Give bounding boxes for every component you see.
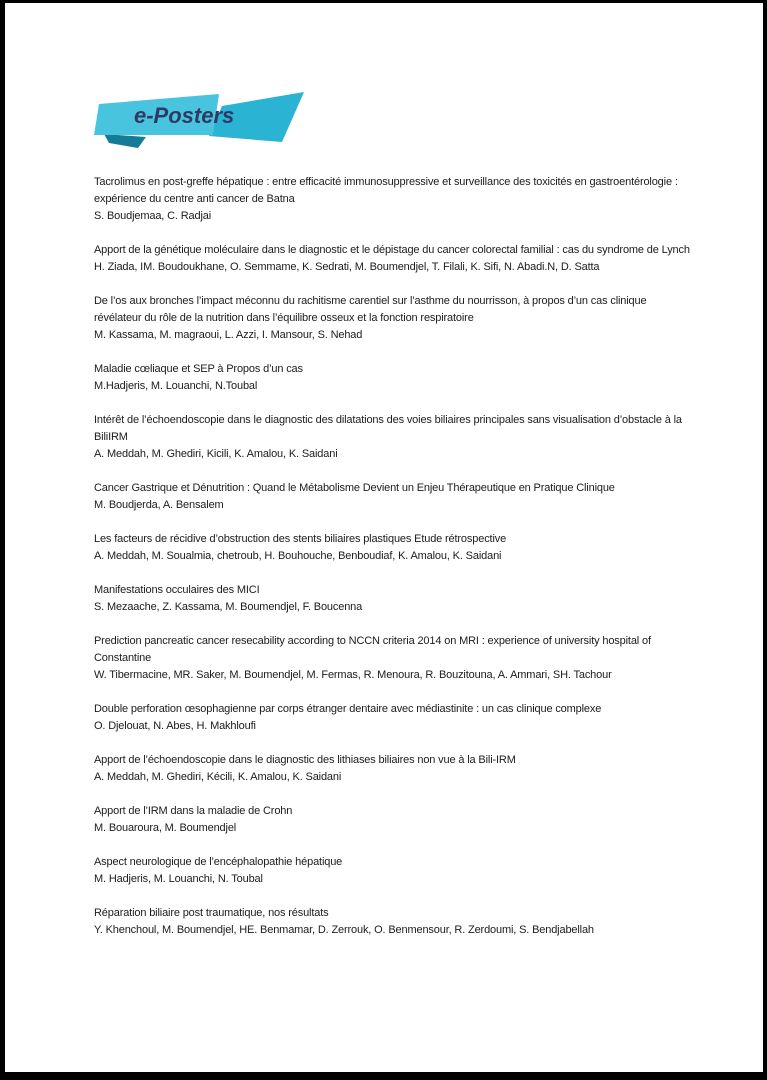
poster-authors: M. Kassama, M. magraoui, L. Azzi, I. Mansour, S. Nehad [94,329,363,341]
poster-entry [94,412,690,463]
poster-entry [94,854,690,888]
poster-title: Tacrolimus en post-greffe hépatique : entre efficacité immunosuppressive et surveillance des toxicités en gastroentérologie : expérience du centre anti cancer de Batna [94,176,678,205]
poster-title: Intérêt de l’échoendoscopie dans le diagnostic des dilatations des voies biliaires principales sans visualisation d’obstacle à la BiliIRM [94,414,682,443]
poster-entry [94,361,690,395]
poster-entry [94,905,690,939]
poster-list [94,174,690,956]
poster-title: Prediction pancreatic cancer resecability according to NCCN criteria 2014 on MRI : experience of university hospital of Constantine [94,635,651,664]
banner-title: e-Posters [134,103,235,128]
poster-authors: A. Meddah, M. Ghediri, Kicili, K. Amalou, K. Saidani [94,448,338,460]
poster-entry [94,582,690,616]
poster-title: Réparation biliaire post traumatique, nos résultats [94,907,329,919]
poster-title: De l’os aux bronches l’impact méconnu du rachitisme carentiel sur l’asthme du nourrisson, à propos d’un cas clinique révélateur du rôle de la nutrition dans l’équilibre osseux et la fonction respiratoire [94,295,647,324]
poster-title: Apport de l’échoendoscopie dans le diagnostic des lithiases biliaires non vue à la Bili-IRM [94,754,516,766]
poster-entry [94,531,690,565]
poster-entry [94,174,690,225]
poster-title: Aspect neurologique de l’encéphalopathie hépatique [94,856,343,868]
banner-fold-shape [104,134,146,148]
poster-authors: S. Mezaache, Z. Kassama, M. Boumendjel, F. Boucenna [94,601,363,613]
poster-authors: M. Bouaroura, M. Boumendjel [94,822,237,834]
poster-entry [94,633,690,684]
poster-authors: W. Tibermacine, MR. Saker, M. Boumendjel, M. Fermas, R. Menoura, R. Bouzitouna, A. Ammari, SH. Tachour [94,669,612,681]
poster-entry [94,752,690,786]
poster-entry [94,293,690,344]
poster-title: Maladie cœliaque et SEP à Propos d’un cas [94,363,303,375]
poster-title: Apport de l’IRM dans la maladie de Crohn [94,805,293,817]
poster-entry [94,242,690,276]
poster-title: Double perforation œsophagienne par corps étranger dentaire avec médiastinite : un cas clinique complexe [94,703,602,715]
e-posters-banner [94,90,309,154]
poster-title: Les facteurs de récidive d’obstruction des stents biliaires plastiques Etude rétrospective [94,533,507,545]
poster-entry [94,701,690,735]
poster-authors: S. Boudjemaa, C. Radjai [94,210,212,222]
poster-title: Manifestations occulaires des MICI [94,584,260,596]
poster-authors: Y. Khenchoul, M. Boumendjel, HE. Benmamar, D. Zerrouk, O. Benmensour, R. Zerdoumi, S. Bendjabellah [94,924,594,936]
poster-authors: H. Ziada, IM. Boudoukhane, O. Semmame, K. Sedrati, M. Boumendjel, T. Filali, K. Sifi, N. Abadi.N, D. Satta [94,261,600,273]
poster-authors: M.Hadjeris, M. Louanchi, N.Toubal [94,380,258,392]
document-page [5,3,763,1072]
poster-authors: O. Djelouat, N. Abes, H. Makhloufi [94,720,256,732]
poster-title: Cancer Gastrique et Dénutrition : Quand le Métabolisme Devient un Enjeu Thérapeutique en Pratique Clinique [94,482,615,494]
poster-authors: M. Boudjerda, A. Bensalem [94,499,224,511]
poster-entry [94,480,690,514]
poster-authors: M. Hadjeris, M. Louanchi, N. Toubal [94,873,263,885]
poster-title: Apport de la génétique moléculaire dans le diagnostic et le dépistage du cancer colorectal familial : cas du syndrome de Lynch [94,244,690,256]
poster-entry [94,803,690,837]
poster-authors: A. Meddah, M. Soualmia, chetroub, H. Bouhouche, Benboudiaf, K. Amalou, K. Saidani [94,550,502,562]
poster-authors: A. Meddah, M. Ghediri, Kécili, K. Amalou, K. Saidani [94,771,342,783]
